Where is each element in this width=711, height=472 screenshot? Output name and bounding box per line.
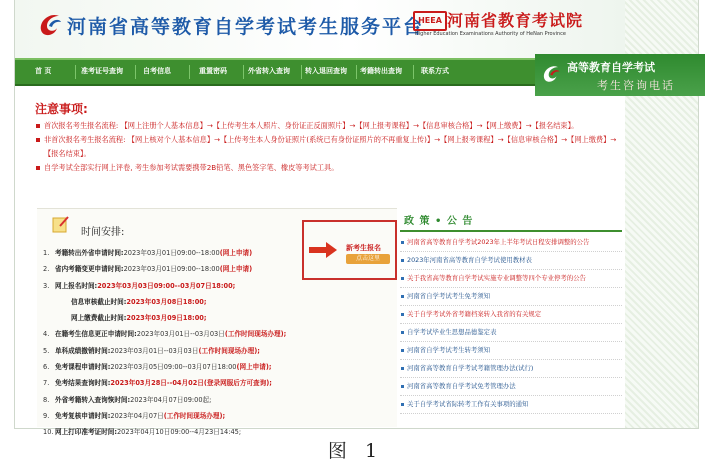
schedule-row: 10. 网上打印准考证时间:2023年04月10日09:00--4月23日14:45; [43,428,242,437]
schedule-row: 信息审核截止时间:2023年03月08日18:00; [71,297,207,306]
schedule-row: 5. 单科成绩撤销时间:2023年03月01日--03月03日(工作时间现场办理); [43,346,260,355]
policy-link[interactable]: 河南省高等教育自学考试2023年上半年考试日程安排调整的公告 [400,234,622,252]
policy-divider [400,230,622,232]
consult-title: 高等教育自学考试 [567,61,655,74]
authority-name: 河南省教育考试院 [447,11,584,30]
policy-list [400,234,622,414]
policy-announcements [400,208,622,426]
nav-item-transfer-out-query[interactable]: 考籍转出查询 [360,67,402,75]
nav-separator [356,65,357,79]
nav-separator [135,65,136,79]
notice-item: 首次报名考生报名流程: 【网上注册个人基本信息】→【上传考生本人照片、身份证正反面照片】→【网上报考课程】→【信息审核合格】→【网上缴费】→【报名结束】。 [35,119,620,133]
schedule-row: 8. 外省考籍转入查询恢时间:2023年04月07日09:00起; [43,395,212,404]
site-header [15,0,625,58]
nav-item-reset-password[interactable]: 重置密码 [199,67,227,75]
figure-caption: 图 1 [327,440,384,462]
schedule-row: 4. 在籍考生信息更正申请时间:2023年03月01日--03月03日(工作时间现场办理); [43,330,287,339]
main-nav [15,58,625,86]
logo-swirl-icon [541,62,561,86]
notepad-icon [51,215,69,233]
logo-swirl-icon [37,10,63,40]
nav-separator [413,65,414,79]
policy-link[interactable]: 河南省高等教育自学考试考籍管理办法(试行) [400,360,622,378]
click-here-button[interactable]: 点击这里 [346,254,390,264]
policy-link[interactable]: 自学考试毕业生思想品德鉴定表 [400,324,622,342]
schedule-row: 7. 免考结果查询时间:2023年03月28日--04月02日(登录网服后方可查询); [43,379,272,388]
schedule-row: 2. 省内考籍变更申请时间:2023年03月01日09:00--18:00(网上申请) [43,265,253,274]
policy-link[interactable]: 关于我省高等教育自学考试实施专业调整等四个专业停考的公告 [400,270,622,288]
nav-item-home[interactable]: 首 页 [35,67,52,75]
schedule-row: 9. 免考复核申请时间:2023年04月07日(工作时间现场办理); [43,411,226,420]
schedule-row: 6. 免考课程申请时间:2023年03月05日09:00--03月07日18:00(网上申请); [43,363,272,372]
arrow-right-icon [309,242,337,258]
nav-separator [301,65,302,79]
notice-item: 自学考试全部实行网上评卷, 考生参加考试需要携带2B铅笔、黑色签字笔、橡皮等考试工具。 [35,161,620,175]
consult-subtitle: 考生咨询电话 [597,79,675,92]
nav-item-contact[interactable]: 联系方式 [421,67,449,75]
nav-item-admission-query[interactable]: 准考证号查询 [81,67,123,75]
consult-phone-panel[interactable] [535,54,705,96]
policy-link[interactable]: 2023年河南省高等教育自学考试使用教材表 [400,252,622,270]
nav-item-exam-info[interactable]: 自考信息 [143,67,171,75]
schedule-row: 1. 考籍转出外省申请时间:2023年03月01日09:00--18:00(网上申请) [43,249,253,257]
schedule-row: 网上缴费截止时间:2023年03月09日18:00; [71,314,207,323]
policy-link[interactable]: 河南省自学考试考生免考须知 [400,288,622,306]
policy-link[interactable]: 关于自学考试外省考籍档案转入我省的有关规定 [400,306,622,324]
policy-link[interactable]: 关于自学考试省际转考工作有关事项的通知 [400,396,622,414]
policy-link[interactable]: 河南省自学考试考生转考须知 [400,342,622,360]
page-frame [14,0,699,437]
new-registration-label[interactable]: 新考生报名 [346,244,381,252]
nav-separator [75,65,76,79]
heea-logo: HEEA [413,11,447,31]
notice-title: 注意事项: [35,102,88,116]
policy-link[interactable]: 河南省高等教育自学考试免考管理办法 [400,378,622,396]
notice-item: 非首次报名考生报名流程: 【网上核对个人基本信息】→【上传考生本人身份证照片(系统已有身份证照片的不再重复上传)】→【网上报考课程】→【信息审核合格】→【网上缴费】→【报名结束】。 [35,133,620,161]
nav-separator [243,65,244,79]
authority-name-en: Higher Education Examinations Authority of HeNan Province [415,31,566,37]
nav-item-transfer-in-query[interactable]: 外省转入查询 [248,67,290,75]
schedule-row: 3. 网上报名时间:2023年03月03日09:00--03月07日18:00; [43,281,236,290]
nav-item-return-query[interactable]: 转入退回查询 [305,67,347,75]
policy-title: 政 策 • 公 告 [404,216,474,227]
site-title: 河南省高等教育自学考试考生服务平台 [67,16,425,38]
schedule-title: 时间安排: [81,227,125,238]
notice-section [35,100,620,175]
nav-separator [189,65,190,79]
